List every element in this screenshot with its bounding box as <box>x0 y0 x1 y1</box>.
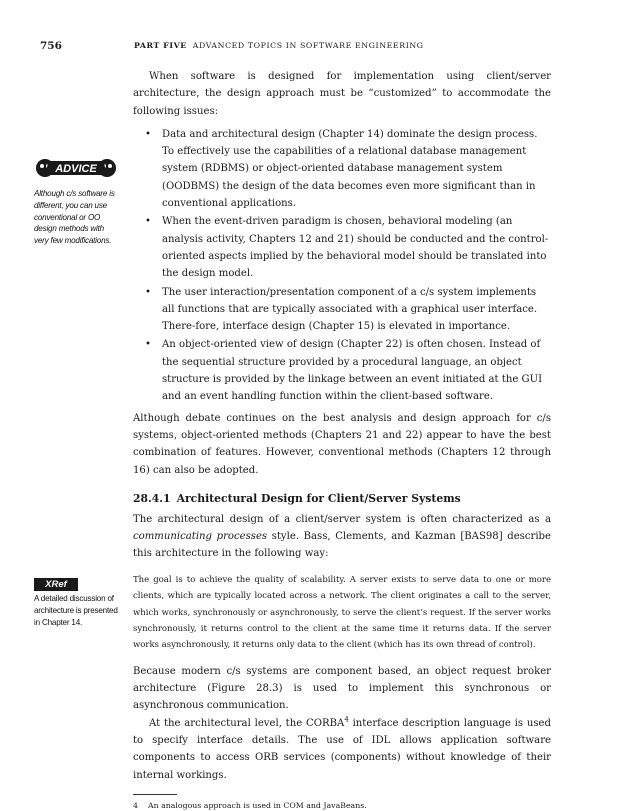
issues-list <box>133 126 551 406</box>
section-heading <box>133 492 551 505</box>
section-paragraph-end: style. Bass, Clements, and Kazman [BAS98] describe this architecture in the following way: <box>133 531 551 560</box>
advice-badge <box>34 150 118 184</box>
advice-badge-label: ADVICE <box>55 163 97 175</box>
xref-note-text: A detailed discussion of architecture is presented in Chapter 14. <box>34 594 118 627</box>
section-number: 28.4.1 <box>133 491 171 505</box>
section-paragraph-start: The architectural design of a client/server system is often characterized as a <box>133 513 551 525</box>
list-item: • The user interaction/presentation component of a c/s system implements all functions that are typically associated with a graphical user interface. There-fore, interface design (Chapter 15) is elevated in importance. <box>133 284 551 336</box>
footnote <box>133 800 551 811</box>
section-title: Architectural Design for Client/Server Systems <box>176 491 461 505</box>
xref-badge: XRef <box>34 578 78 591</box>
list-item: • An object-oriented view of design (Chapter 22) is often chosen. Instead of the sequential structure provided by a procedural language, an object structure is provided by the linkage between an event initiated at the GUI and an event handling function within the client-based software. <box>133 336 551 405</box>
main-text-column <box>133 68 551 811</box>
section-paragraph <box>133 511 551 563</box>
orb-paragraph: Because modern c/s systems are component based, an object request broker architecture (Figure 28.3) is used to implement this synchronous or asynchronous communication. <box>133 665 551 712</box>
corba-paragraph <box>133 715 551 784</box>
intro-paragraph: When software is designed for implementation using client/server architecture, the design approach must be “customized” to accommodate the following issues: <box>133 71 551 117</box>
running-head <box>134 41 424 50</box>
page-number: 756 <box>40 40 62 52</box>
running-header <box>40 40 597 56</box>
corba-paragraph-start: At the architectural level, the CORBA <box>149 717 345 729</box>
footnote-marker: 4 <box>344 715 349 724</box>
footnote-text: An analogous approach is used in COM and JavaBeans. <box>147 800 367 810</box>
xref-margin-note <box>34 578 122 628</box>
advice-margin-note <box>34 150 120 247</box>
list-item: • Data and architectural design (Chapter 14) dominate the design process. To effectively use the capabilities of a relational database management system (RDBMS) or object-oriented database management system (OODBMS) the design of the data becomes even more significant than in conventional applications. <box>133 126 551 212</box>
footnote-number: 4 <box>133 800 138 810</box>
footnote-rule <box>133 794 177 795</box>
chapter-title: ADVANCED TOPICS IN SOFTWARE ENGINEERING <box>192 41 424 50</box>
section-paragraph-italic: communicating processes <box>133 531 268 543</box>
advice-icon <box>34 150 118 184</box>
list-item: • When the event-driven paradigm is chosen, behavioral modeling (an analysis activity, Chapters 12 and 21) should be conducted and the control-oriented aspects implied by the behavioral model should be translated into the design model. <box>133 213 551 282</box>
corba-paragraph-end: interface description language is used to specify interface details. The use of IDL allows application software components to access ORB services (components) without knowledge of their internal workings. <box>133 717 551 781</box>
part-label: PART FIVE <box>134 41 187 50</box>
after-bullets-paragraph: Although debate continues on the best analysis and design approach for c/s systems, object-oriented methods (Chapters 21 and 22) appear to have the best combination of features. However, conventional methods (Chapters 12 through 16) can also be adopted. <box>133 412 551 476</box>
block-quote: The goal is to achieve the quality of scalability. A server exists to serve data to one or more clients, which are typically located across a network. The client originates a call to the server, which works, synchronously or asynchronously, to serve the client’s request. If the server works synchronously, it returns control to the client at the same time it returns data. If the server works asynchronously, it returns only data to the client (which has its own thread of control). <box>133 574 551 651</box>
advice-note-text: Although c/s software is different, you can use conventional or OO design methods with very few modifications. <box>34 189 115 246</box>
